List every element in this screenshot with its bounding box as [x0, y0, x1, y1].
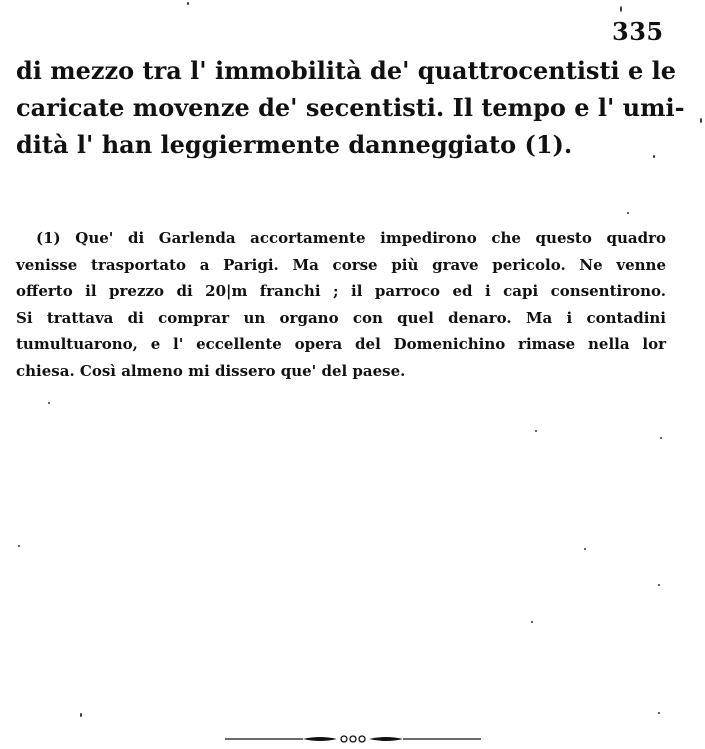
ornament-ring: [359, 736, 365, 742]
ornament-ring: [341, 736, 347, 742]
ornament-ring: [350, 736, 356, 742]
print-speck: [531, 621, 533, 623]
print-speck: [620, 6, 622, 12]
footnote-line: tumultuarono, e l' eccellente opera del Domenichino rimase nella lor: [16, 335, 666, 353]
print-speck: [658, 584, 660, 586]
page-number: 335: [612, 17, 664, 46]
ornament-leaf-left: [303, 737, 337, 741]
print-speck: [584, 548, 586, 550]
print-speck: [660, 437, 662, 439]
footnote-line: chiesa. Così almeno mi dissero que' del paese.: [16, 361, 406, 380]
footnote-line: (1) Que' di Garlenda accortamente impedirono che questo quadro: [36, 229, 666, 247]
print-speck: [187, 2, 189, 5]
main-text: [16, 52, 685, 163]
print-speck: [653, 155, 655, 158]
footnote: [16, 225, 666, 384]
footnote-line: offerto il prezzo di 20|m franchi ; il parroco ed i capi consentirono.: [16, 282, 666, 300]
ornament-leaf-right: [369, 737, 403, 741]
print-speck: [48, 402, 50, 404]
tailpiece-ornament: [225, 734, 481, 744]
footnote-line: venisse trasportato a Parigi. Ma corse più grave pericolo. Ne venne: [16, 255, 666, 274]
main-text-line: dità l' han leggiermente danneggiato (1).: [16, 130, 573, 159]
print-speck: [535, 430, 537, 432]
print-speck: [80, 713, 82, 717]
main-text-line: di mezzo tra l' immobilità de' quattrocentisti e le: [16, 56, 677, 85]
print-speck: [658, 712, 660, 714]
print-speck: [627, 212, 629, 214]
footnote-line: Si trattava di comprar un organo con quel denaro. Ma i contadini: [16, 308, 666, 327]
print-speck: [18, 545, 20, 547]
main-text-line: caricate movenze de' secentisti. Il tempo e l' umi-: [16, 93, 685, 122]
print-speck: [700, 118, 702, 123]
